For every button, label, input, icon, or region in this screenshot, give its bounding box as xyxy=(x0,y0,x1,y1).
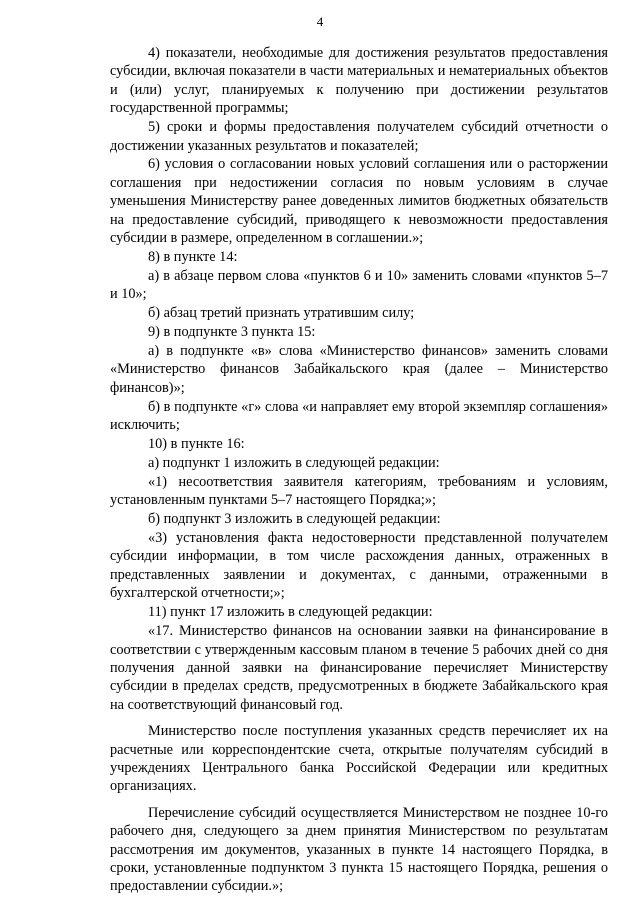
paragraph-point-11: 11) пункт 17 изложить в следующей редакции: xyxy=(148,604,433,621)
paragraph-point-8a: а) в абзаце первом слова «пунктов 6 и 10» заменить словами «пунктов 5–7 и 10»; xyxy=(110,267,608,303)
document-body xyxy=(110,44,608,896)
paragraph-subsidy-deadline: Перечисление субсидий осуществляется Министерством не позднее 10-го рабочего дня, следующего за днем принятия Министерством по результатам рассмотрения им документов, указанных в пункте 14 настоящего Порядка, в сроки, установленные подпунктом 3 пункта 15 настоящего Порядка, решения о предоставлении субсидии.»; xyxy=(110,804,608,895)
paragraph-item-4: 4) показатели, необходимые для достижения результатов предоставления субсидии, включая показатели в части материальных и нематериальных объектов и (или) услуг, планируемых к получению при достижении результатов государственной программы; xyxy=(110,45,608,117)
paragraph-ministry-transfer: Министерство после поступления указанных средств перечисляет их на расчетные или корреспондентские счета, открытые получателям субсидий в учреждениях Центрального банка Российской Федерации или кредитных организациях. xyxy=(110,723,608,795)
paragraph-point-9b: б) в подпункте «г» слова «и направляет ему второй экземпляр соглашения» исключить; xyxy=(110,398,608,434)
paragraph-quote-3: «3) установления факта недостоверности представленной получателем субсидии информации, в том числе расхождения данных, отраженных в представленных заявлении и документах, с данными, отраженными в бухгалтерской отчетности;»; xyxy=(110,530,608,602)
paragraph-item-5: 5) сроки и формы предоставления получателем субсидий отчетности о достижении указанных результатов и показателей; xyxy=(110,119,608,154)
page-number: 4 xyxy=(316,14,324,29)
paragraph-point-9a: а) в подпункте «в» слова «Министерство финансов» заменить словами «Министерство финансов Забайкальского края (далее – Министерство финансов)»; xyxy=(110,343,608,396)
paragraph-point-8b: б) абзац третий признать утратившим силу; xyxy=(148,305,415,322)
paragraph-point-10: 10) в пункте 16: xyxy=(148,436,245,453)
paragraph-point-10b: б) подпункт 3 изложить в следующей редакции: xyxy=(148,511,441,528)
paragraph-quote-17: «17. Министерство финансов на основании заявки на финансирование в соответствии с утвержденным кассовым планом в течение 5 рабочих дней со дня получения данной заявки на финансирование перечисляет Министерству субсидии в пределах средств, предусмотренных в бюджете Забайкальского края на соответствующий финансовый год. xyxy=(110,623,608,713)
paragraph-point-8: 8) в пункте 14: xyxy=(148,248,238,265)
paragraph-point-10a: а) подпункт 1 изложить в следующей редакции: xyxy=(148,454,440,471)
paragraph-point-9: 9) в подпункте 3 пункта 15: xyxy=(148,324,316,341)
paragraph-item-6: 6) условия о согласовании новых условий соглашения или о расторжении соглашения при недостижении согласия по новым условиям в случае уменьшения Министерству ранее доведенных лимитов бюджетных обязательств на предоставление субсидий, приводящего к невозможности предоставления субсидии в размере, определенном в соглашении.»; xyxy=(110,156,608,247)
paragraph-quote-1: «1) несоответствия заявителя категориям, требованиям и условиям, установленным пунктами 5–7 настоящего Порядка;»; xyxy=(110,473,608,509)
